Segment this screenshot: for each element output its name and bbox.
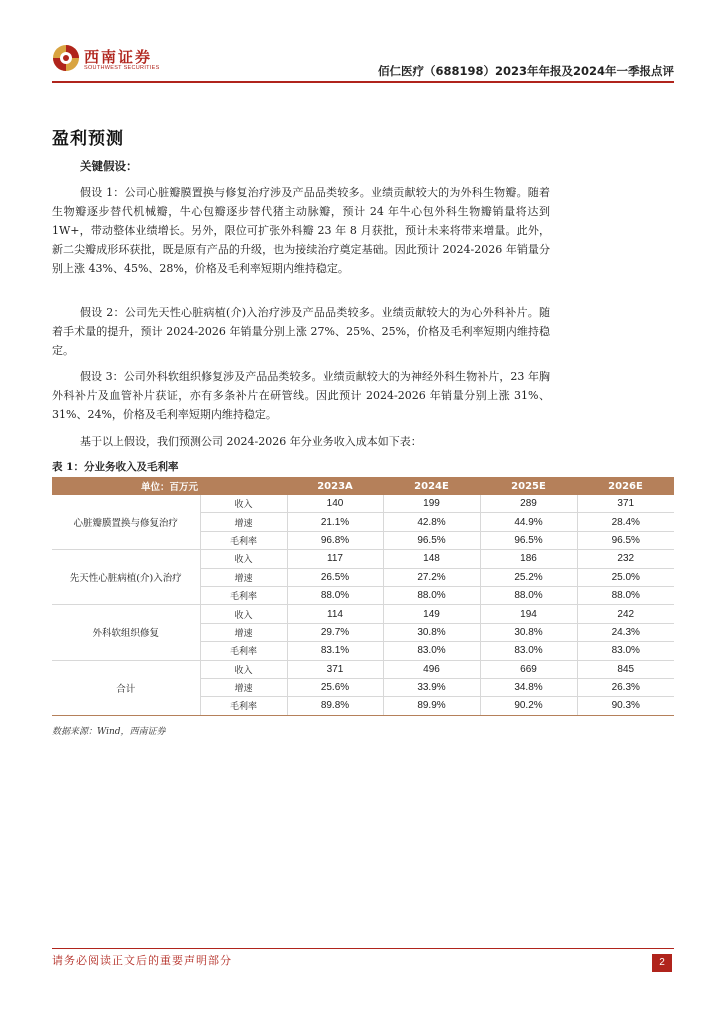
value-cell: 149 (383, 605, 480, 623)
value-cell: 89.9% (383, 697, 480, 715)
value-cell: 242 (577, 605, 674, 623)
key-assumptions-label: 关键假设： (80, 159, 138, 173)
value-cell: 29.7% (287, 623, 383, 641)
value-cell: 371 (287, 660, 383, 678)
segment-name-cell: 合计 (52, 660, 200, 715)
value-cell: 88.0% (383, 586, 480, 604)
column-header: 2025E (480, 477, 577, 495)
metric-cell: 增速 (200, 678, 287, 696)
revenue-margin-table (52, 477, 674, 716)
value-cell: 199 (383, 495, 480, 513)
value-cell: 148 (383, 550, 480, 568)
assumption-paragraph-3: 假设 3：公司外科软组织修复涉及产品品类较多。业绩贡献较大的为神经外科生物补片，23 年胸外科补片及血管补片获证，亦有多条补片在研管线。因此预计 2024-2026 年销量分别上涨 31%、31%、24%，价格及毛利率短期内维持稳定。 (52, 370, 550, 421)
value-cell: 44.9% (480, 513, 577, 531)
value-cell: 371 (577, 495, 674, 513)
table-row (52, 495, 674, 513)
value-cell: 83.0% (480, 642, 577, 660)
metric-cell: 增速 (200, 568, 287, 586)
assumption-paragraph-2: 假设 2：公司先天性心脏病植(介)入治疗涉及产品品类较多。业绩贡献较大的为心外科补片。随着手术量的提升，预计 2024-2026 年销量分别上涨 27%、25%、25%，价格及毛利率短期内维持稳定。 (52, 306, 550, 357)
value-cell: 34.8% (480, 678, 577, 696)
value-cell: 114 (287, 605, 383, 623)
table-row (52, 550, 674, 568)
value-cell: 42.8% (383, 513, 480, 531)
metric-cell: 增速 (200, 513, 287, 531)
metric-cell: 收入 (200, 550, 287, 568)
logo-english-name: SOUTHWEST SECURITIES (84, 65, 160, 71)
value-cell: 26.3% (577, 678, 674, 696)
table-body (52, 495, 674, 715)
metric-cell: 毛利率 (200, 697, 287, 715)
logo-mark-icon (52, 44, 80, 72)
column-header: 2024E (383, 477, 480, 495)
metric-cell: 收入 (200, 605, 287, 623)
value-cell: 26.5% (287, 568, 383, 586)
value-cell: 28.4% (577, 513, 674, 531)
value-cell: 96.5% (383, 531, 480, 549)
value-cell: 83.1% (287, 642, 383, 660)
metric-cell: 毛利率 (200, 586, 287, 604)
value-cell: 496 (383, 660, 480, 678)
value-cell: 90.2% (480, 697, 577, 715)
data-source: 数据来源：Wind，西南证券 (52, 727, 166, 737)
value-cell: 96.8% (287, 531, 383, 549)
metric-cell: 收入 (200, 495, 287, 513)
value-cell: 90.3% (577, 697, 674, 715)
value-cell: 96.5% (577, 531, 674, 549)
segment-name-cell: 先天性心脏病植(介)入治疗 (52, 550, 200, 605)
segment-name-cell: 心脏瓣膜置换与修复治疗 (52, 495, 200, 550)
report-title: 佰仁医疗（688198）2023年年报及2024年一季报点评 (377, 64, 674, 78)
table-row (52, 605, 674, 623)
value-cell: 289 (480, 495, 577, 513)
metric-cell: 收入 (200, 660, 287, 678)
value-cell: 140 (287, 495, 383, 513)
column-header: 2026E (577, 477, 674, 495)
metric-cell: 毛利率 (200, 531, 287, 549)
header-divider (52, 81, 674, 83)
company-logo (52, 44, 192, 78)
value-cell: 24.3% (577, 623, 674, 641)
logo-chinese-name: 西南证券 (84, 48, 153, 66)
metric-cell: 增速 (200, 623, 287, 641)
value-cell: 186 (480, 550, 577, 568)
value-cell: 25.6% (287, 678, 383, 696)
value-cell: 96.5% (480, 531, 577, 549)
value-cell: 89.8% (287, 697, 383, 715)
table-header-row (52, 477, 674, 495)
segment-name-cell: 外科软组织修复 (52, 605, 200, 660)
value-cell: 232 (577, 550, 674, 568)
value-cell: 27.2% (383, 568, 480, 586)
value-cell: 83.0% (577, 642, 674, 660)
column-header: 2023A (287, 477, 383, 495)
value-cell: 845 (577, 660, 674, 678)
value-cell: 21.1% (287, 513, 383, 531)
footer-disclaimer: 请务必阅读正文后的重要声明部分 (52, 954, 232, 967)
table-row (52, 660, 674, 678)
value-cell: 25.0% (577, 568, 674, 586)
forecast-intro-paragraph: 基于以上假设，我们预测公司 2024-2026 年分业务收入成本如下表： (80, 435, 422, 448)
value-cell: 194 (480, 605, 577, 623)
assumption-paragraph-1: 假设 1：公司心脏瓣膜置换与修复治疗涉及产品品类较多。业绩贡献较大的为外科生物瓣。随着生物瓣逐步替代机械瓣，牛心包瓣逐步替代猪主动脉瓣，预计 24 年牛心包外科生物瓣销量将达到 1W+，带动整体业绩增长。另外，限位可扩张外科瓣 23 年 8 月获批，预计未来将带来增量。此外，新二尖瓣成形环获批，既是原有产品的升级，也为接续治疗奠定基础。因此预计 2024-2026 年销量分别上涨 43%、45%、28%，价格及毛利率短期内维持稳定。 (52, 186, 550, 275)
value-cell: 669 (480, 660, 577, 678)
value-cell: 25.2% (480, 568, 577, 586)
value-cell: 33.9% (383, 678, 480, 696)
unit-header: 单位：百万元 (52, 477, 287, 495)
metric-cell: 毛利率 (200, 642, 287, 660)
value-cell: 88.0% (480, 586, 577, 604)
value-cell: 83.0% (383, 642, 480, 660)
value-cell: 30.8% (480, 623, 577, 641)
value-cell: 88.0% (577, 586, 674, 604)
footer-divider (52, 948, 674, 949)
value-cell: 30.8% (383, 623, 480, 641)
table-title: 表 1：分业务收入及毛利率 (52, 461, 179, 473)
value-cell: 88.0% (287, 586, 383, 604)
page-number: 2 (652, 954, 672, 972)
value-cell: 117 (287, 550, 383, 568)
section-title: 盈利预测 (52, 129, 124, 149)
